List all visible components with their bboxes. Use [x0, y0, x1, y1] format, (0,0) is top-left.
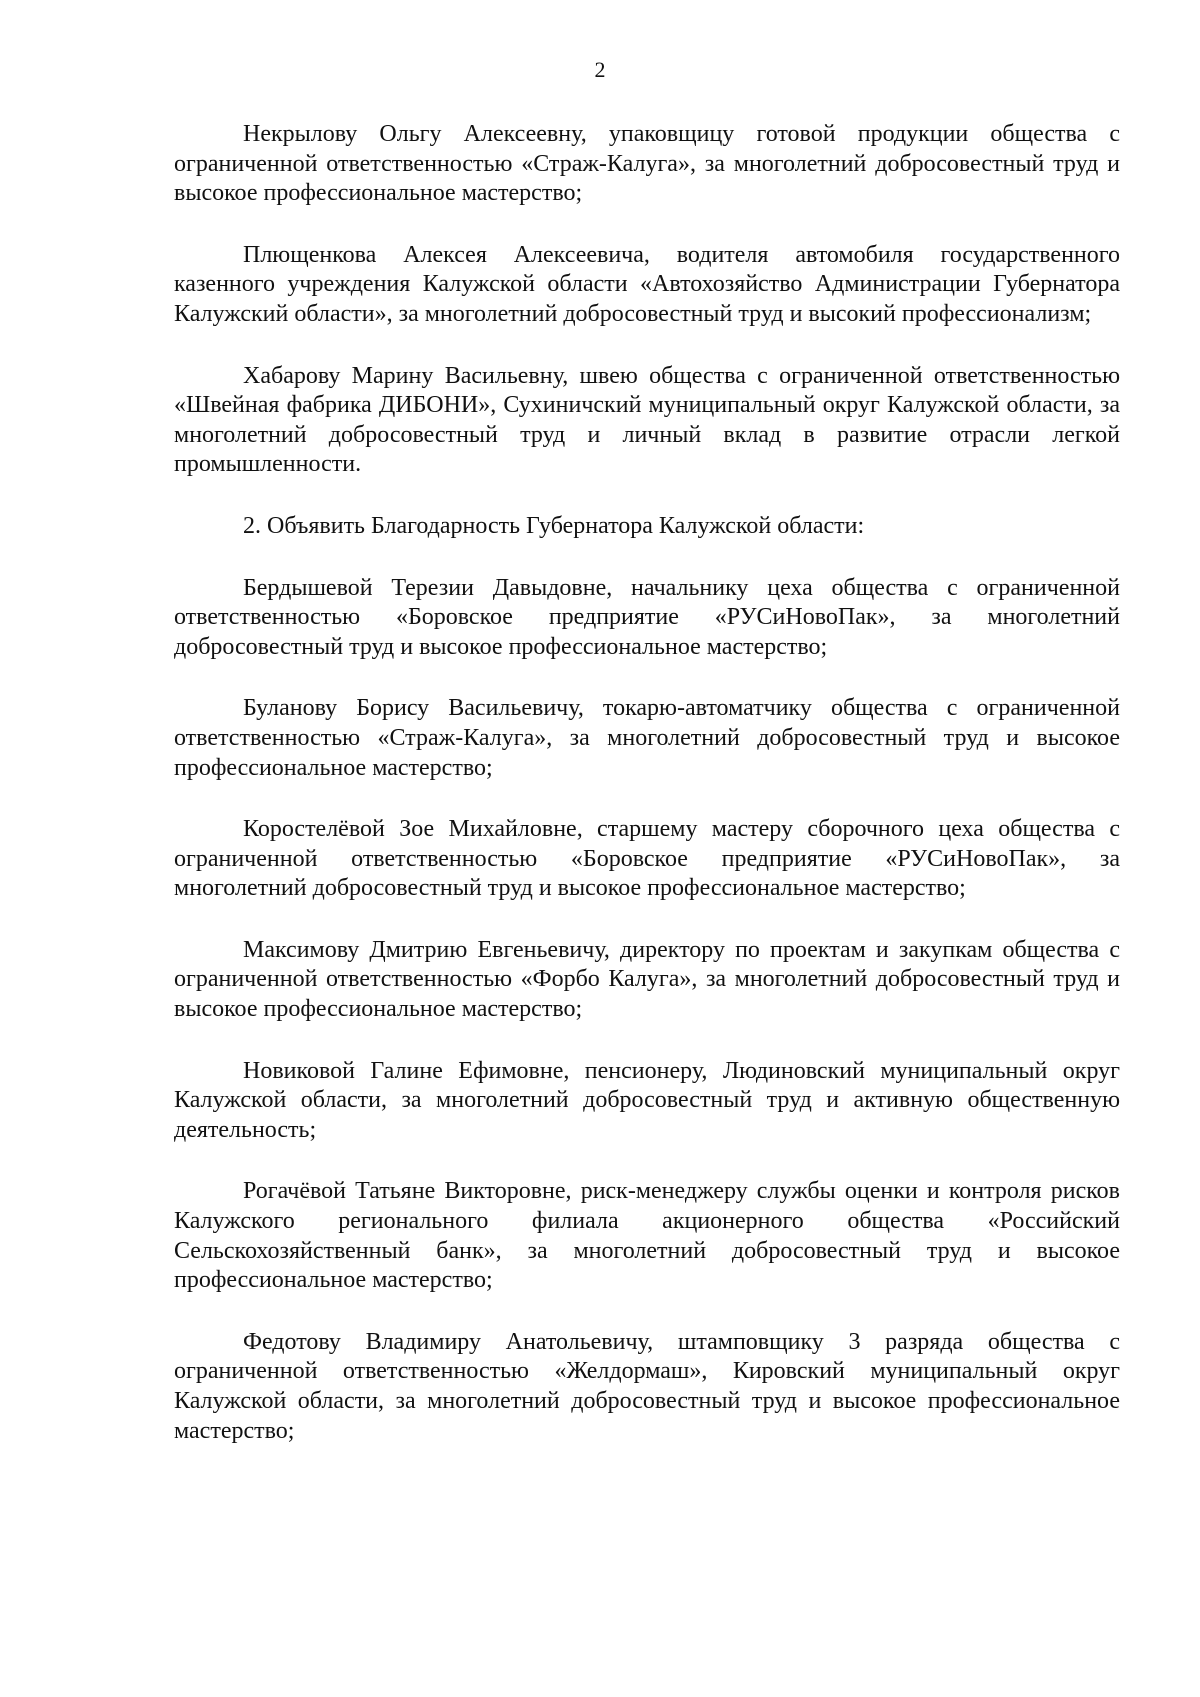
paragraph-plyushchenkov: Плющенкова Алексея Алексеевича, водителя автомобиля государственного казенного учреждения Калужской области «Автохозяйство Администрации Губернатора Калужский области», за многолетний добросовестный труд и высокий профессионализм;	[174, 241, 1120, 327]
paragraph-novikova: Новиковой Галине Ефимовне, пенсионеру, Людиновский муниципальный округ Калужской области, за многолетний добросовестный труд и активную общественную деятельность;	[174, 1057, 1120, 1143]
paragraph-section-2-heading: 2. Объявить Благодарность Губернатора Калужской области:	[243, 512, 865, 539]
paragraph-korosteleva: Коростелёвой Зое Михайловне, старшему мастеру сборочного цеха общества с ограниченной ответственностью «Боровское предприятие «РУСиНовоПак», за многолетний добросовестный труд и высокое профессиональное мастерство;	[174, 816, 1120, 902]
paragraph-bulanov: Буланову Борису Васильевичу, токарю-автоматчику общества с ограниченной ответственностью «Страж-Калуга», за многолетний добросовестный труд и высокое профессиональное мастерство;	[174, 695, 1120, 781]
paragraph-fedotov: Федотову Владимиру Анатольевичу, штамповщику 3 разряда общества с ограниченной ответственностью «Желдормаш», Кировский муниципальный округ Калужской области, за многолетний добросовестный труд и высокое профессиональное мастерство;	[174, 1328, 1120, 1444]
paragraph-maksimov: Максимову Дмитрию Евгеньевичу, директору по проектам и закупкам общества с ограниченной ответственностью «Форбо Калуга», за многолетний добросовестный труд и высокое профессиональное мастерство;	[174, 936, 1120, 1023]
paragraph-rogacheva: Рогачёвой Татьяне Викторовне, риск-менеджеру службы оценки и контроля рисков Калужского регионального филиала акционерного общества «Российский Сельскохозяйственный банк», за многолетний добросовестный труд и высокое профессиональное мастерство;	[174, 1178, 1120, 1294]
paragraph-berdysheva: Бердышевой Терезии Давыдовне, начальнику цеха общества с ограниченной ответственностью «Боровское предприятие «РУСиНовоПак», за многолетний добросовестный труд и высокое профессиональное мастерство;	[174, 574, 1120, 660]
paragraph-khabarova: Хабарову Марину Васильевну, швею общества с ограниченной ответственностью «Швейная фабрика ДИБОНИ», Сухиничский муниципальный округ Калужской области, за многолетний добросовестный труд и личный вклад в развитие отрасли легкой промышленности.	[174, 362, 1120, 478]
paragraph-nekrylova: Некрылову Ольгу Алексеевну, упаковщицу готовой продукции общества с ограниченной ответственностью «Страж-Калуга», за многолетний добросовестный труд и высокое профессиональное мастерство;	[174, 121, 1120, 207]
document-body	[174, 120, 1120, 1478]
page-number: 2	[594, 57, 606, 82]
